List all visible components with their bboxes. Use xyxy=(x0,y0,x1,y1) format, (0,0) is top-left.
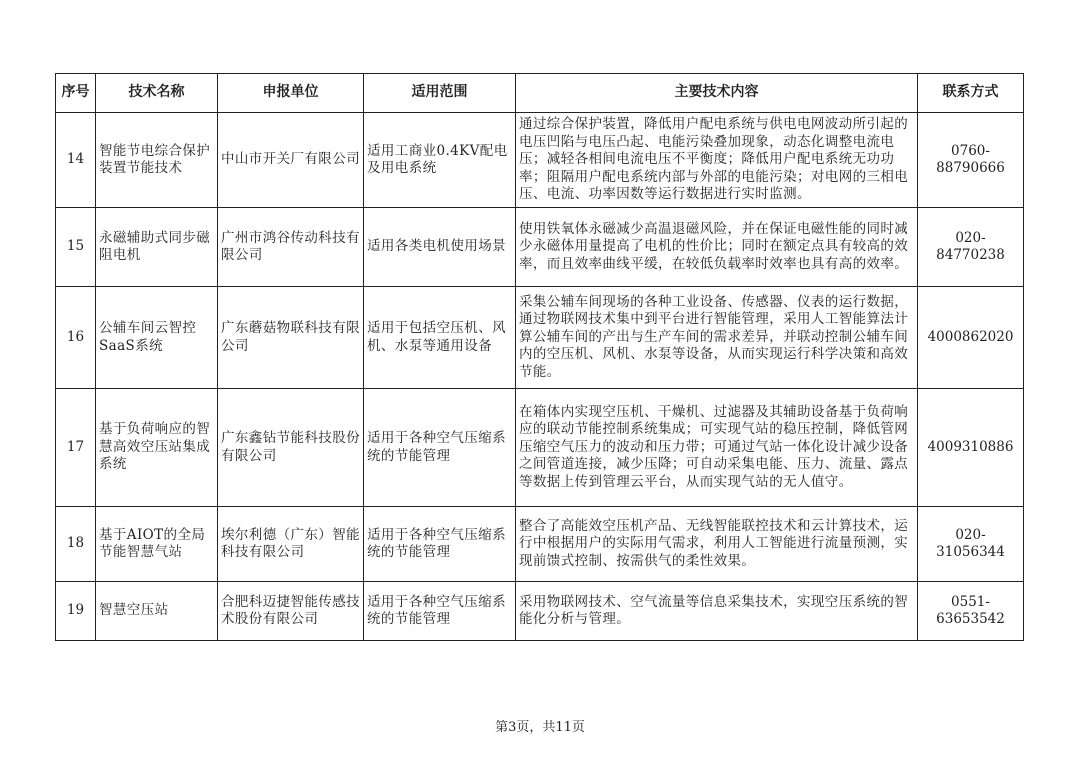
tech-name: 智慧空压站 xyxy=(96,582,218,641)
applicable-scope: 适用工商业0.4KV配电及用电系统 xyxy=(364,113,516,208)
tech-name: 智能节电综合保护装置节能技术 xyxy=(96,113,218,208)
row-number: 19 xyxy=(56,582,96,641)
table-row xyxy=(56,582,1024,641)
tech-content: 采用物联网技术、空气流量等信息采集技术，实现空压系统的智能化分析与管理。 xyxy=(516,582,918,641)
applicable-scope: 适用于各种空气压缩系统的节能管理 xyxy=(364,507,516,582)
row-number: 15 xyxy=(56,208,96,287)
applicant-unit: 中山市开关厂有限公司 xyxy=(218,113,364,208)
applicable-scope: 适用于各种空气压缩系统的节能管理 xyxy=(364,389,516,507)
header-content: 主要技术内容 xyxy=(516,74,918,113)
table-row xyxy=(56,113,1024,208)
tech-name: 永磁辅助式同步磁阻电机 xyxy=(96,208,218,287)
row-number: 14 xyxy=(56,113,96,208)
header-scope: 适用范围 xyxy=(364,74,516,113)
applicant-unit: 广州市鸿谷传动科技有限公司 xyxy=(218,208,364,287)
header-contact: 联系方式 xyxy=(918,74,1024,113)
contact-info: 020-84770238 xyxy=(918,208,1024,287)
applicable-scope: 适用于包括空压机、风机、水泵等通用设备 xyxy=(364,287,516,389)
table-row xyxy=(56,208,1024,287)
row-number: 17 xyxy=(56,389,96,507)
header-no: 序号 xyxy=(56,74,96,113)
table-row xyxy=(56,287,1024,389)
contact-info: 0760-88790666 xyxy=(918,113,1024,208)
header-name: 技术名称 xyxy=(96,74,218,113)
tech-name: 基于AIOT的全局节能智慧气站 xyxy=(96,507,218,582)
applicant-unit: 广东蘑菇物联科技有限公司 xyxy=(218,287,364,389)
technology-table xyxy=(55,73,1024,641)
table-row xyxy=(56,389,1024,507)
applicant-unit: 合肥科迈捷智能传感技术股份有限公司 xyxy=(218,582,364,641)
tech-name: 基于负荷响应的智慧高效空压站集成系统 xyxy=(96,389,218,507)
row-number: 18 xyxy=(56,507,96,582)
tech-name: 公辅车间云智控SaaS系统 xyxy=(96,287,218,389)
tech-content: 通过综合保护装置，降低用户配电系统与供电电网波动所引起的电压凹陷与电压凸起、电能污染叠加现象，动态化调整电流电压；减轻各相间电流电压不平衡度；降低用户配电系统无功功率；阻隔用户配电系统内部与外部的电能污染；对电网的三相电压、电流、功率因数等运行数据进行实时监测。 xyxy=(516,113,918,208)
contact-info: 4000862020 xyxy=(918,287,1024,389)
contact-info: 0551-63653542 xyxy=(918,582,1024,641)
page-footer: 第3页，共11页 xyxy=(495,720,585,735)
applicable-scope: 适用于各种空气压缩系统的节能管理 xyxy=(364,582,516,641)
applicable-scope: 适用各类电机使用场景 xyxy=(364,208,516,287)
tech-content: 使用铁氧体永磁减少高温退磁风险，并在保证电磁性能的同时减少永磁体用量提高了电机的性价比；同时在额定点具有较高的效率，而且效率曲线平缓，在较低负载率时效率也具有高的效率。 xyxy=(516,208,918,287)
applicant-unit: 埃尔利德（广东）智能科技有限公司 xyxy=(218,507,364,582)
contact-info: 020-31056344 xyxy=(918,507,1024,582)
tech-content: 采集公辅车间现场的各种工业设备、传感器、仪表的运行数据，通过物联网技术集中到平台进行智能管理，采用人工智能算法计算公辅车间的产出与生产车间的需求差异，并联动控制公辅车间内的空压机、风机、水泵等设备，从而实现运行科学决策和高效节能。 xyxy=(516,287,918,389)
tech-content: 整合了高能效空压机产品、无线智能联控技术和云计算技术，运行中根据用户的实际用气需求，利用人工智能进行流量预测，实现前馈式控制、按需供气的柔性效果。 xyxy=(516,507,918,582)
row-number: 16 xyxy=(56,287,96,389)
tech-content: 在箱体内实现空压机、干燥机、过滤器及其辅助设备基于负荷响应的联动节能控制系统集成；可实现气站的稳压控制，降低管网压缩空气压力的波动和压力带；可通过气站一体化设计减少设备之间管道连接，减少压降；可自动采集电能、压力、流量、露点等数据上传到管理云平台，从而实现气站的无人值守。 xyxy=(516,389,918,507)
contact-info: 4009310886 xyxy=(918,389,1024,507)
header-unit: 申报单位 xyxy=(218,74,364,113)
header-row xyxy=(56,74,1024,113)
applicant-unit: 广东鑫钻节能科技股份有限公司 xyxy=(218,389,364,507)
table-row xyxy=(56,507,1024,582)
